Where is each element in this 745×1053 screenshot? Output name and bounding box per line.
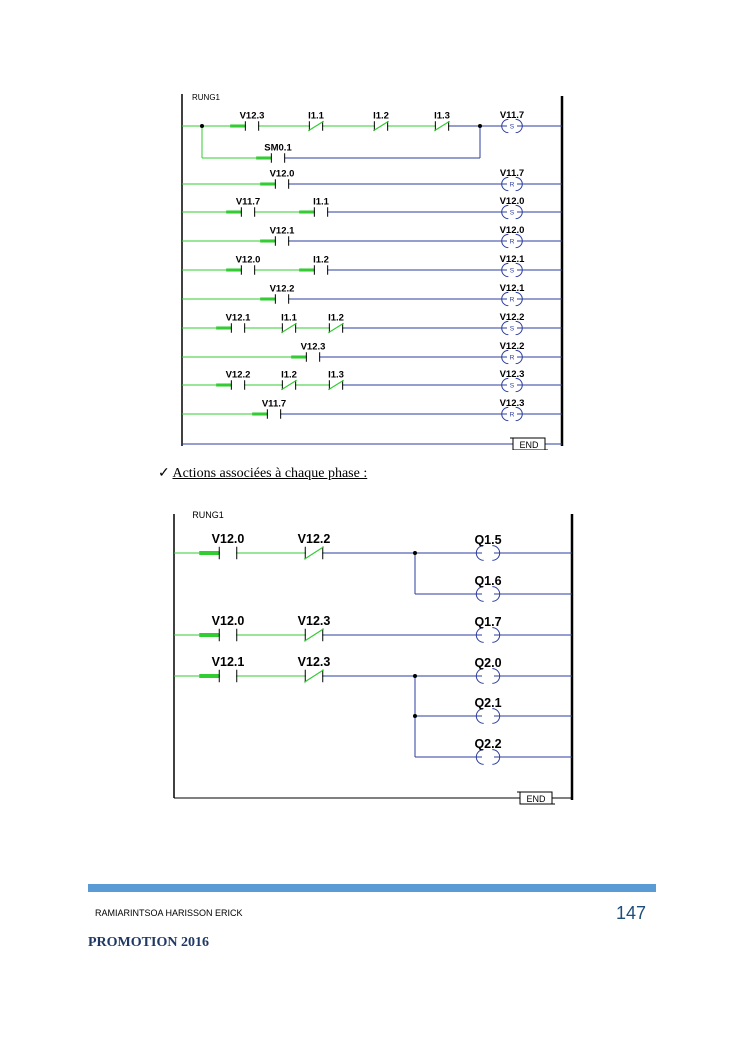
page-number: 147 [616, 903, 647, 923]
junction-dot [413, 674, 417, 678]
contact-label: V12.1 [225, 312, 251, 324]
contact-label: I1.2 [328, 312, 344, 324]
coil-mark: S [509, 123, 515, 131]
contact-gap [232, 381, 244, 389]
contact-gap [220, 548, 236, 558]
contact-gap [276, 237, 288, 245]
coil-mark: R [509, 354, 515, 362]
contact-label: I1.3 [434, 110, 450, 122]
contact-state-bar [226, 210, 241, 213]
contact-label: SM0.1 [264, 142, 292, 154]
contact-state-bar [299, 268, 314, 271]
contact-gap [272, 154, 284, 162]
contact-state-bar [230, 124, 245, 127]
contact-gap [220, 671, 236, 681]
junction-dot [200, 124, 204, 128]
contact-label: I1.2 [281, 369, 297, 381]
contact-label: V12.2 [297, 532, 331, 546]
contact-gap [232, 324, 244, 332]
coil-mark: R [509, 411, 515, 419]
contact-label: I1.1 [281, 312, 297, 324]
contact-gap [315, 208, 327, 216]
rung-label: RUNG1 [192, 510, 224, 520]
ladder-diagram-actions [168, 506, 580, 806]
contact-label: I1.1 [313, 196, 329, 208]
contact-state-bar [216, 326, 231, 329]
coil-gap [482, 671, 494, 681]
contact-gap [220, 630, 236, 640]
coil-label: V12.3 [499, 398, 525, 409]
contact-state-bar [260, 239, 275, 242]
coil-gap [482, 589, 494, 599]
contact-label: I1.2 [373, 110, 389, 122]
ladder-diagram-phases [176, 88, 568, 450]
contact-label: V11.7 [235, 196, 261, 208]
coil-label: V12.1 [499, 254, 525, 265]
contact-label: V12.0 [211, 614, 245, 628]
contact-gap [242, 208, 254, 216]
contact-state-bar [291, 355, 306, 358]
coil-label: V12.0 [499, 196, 525, 207]
coil-mark: S [509, 209, 515, 217]
contact-state-bar [199, 551, 219, 555]
coil-label: Q2.2 [474, 737, 502, 751]
contact-state-bar [256, 156, 271, 159]
contact-state-bar [226, 268, 241, 271]
actions-caption [158, 465, 367, 482]
contact-label: I1.3 [328, 369, 344, 381]
coil-label: V12.2 [499, 312, 525, 323]
coil-label: Q1.5 [474, 533, 502, 547]
contact-label: V12.2 [225, 369, 251, 381]
contact-label: V12.3 [239, 110, 265, 122]
footer-author: RAMIARINTSOA HARISSON ERICK [95, 908, 243, 918]
footer-divider [88, 884, 656, 892]
coil-mark: S [509, 325, 515, 333]
junction-dot [478, 124, 482, 128]
contact-label: V12.0 [211, 532, 245, 546]
contact-state-bar [252, 412, 267, 415]
caption-text: Actions associées à chaque phase : [172, 466, 368, 481]
coil-label: V12.1 [499, 283, 525, 294]
contact-label: I1.1 [308, 110, 324, 122]
coil-label: Q2.0 [474, 656, 502, 670]
contact-label: V12.3 [297, 655, 331, 669]
coil-gap [482, 711, 494, 721]
coil-label: V11.7 [499, 110, 525, 121]
coil-mark: R [509, 181, 515, 189]
coil-mark: R [509, 238, 515, 246]
contact-gap [276, 180, 288, 188]
contact-gap [268, 410, 280, 418]
contact-state-bar [299, 210, 314, 213]
contact-label: I1.2 [313, 254, 329, 266]
contact-label: V12.0 [235, 254, 261, 266]
coil-mark: S [509, 382, 515, 390]
contact-state-bar [199, 633, 219, 637]
footer-promotion: PROMOTION 2016 [88, 935, 209, 950]
coil-gap [482, 630, 494, 640]
contact-label: V11.7 [261, 398, 287, 410]
rung-label: RUNG1 [191, 93, 221, 102]
contact-label: V12.1 [211, 655, 245, 669]
coil-label: Q1.7 [474, 615, 502, 629]
contact-gap [315, 266, 327, 274]
contact-gap [307, 353, 319, 361]
coil-mark: R [509, 296, 515, 304]
coil-gap [482, 752, 494, 762]
contact-gap [246, 122, 258, 130]
coil-label: V12.3 [499, 369, 525, 380]
contact-label: V12.0 [269, 168, 295, 180]
end-label: END [526, 794, 546, 804]
contact-state-bar [260, 297, 275, 300]
contact-gap [276, 295, 288, 303]
coil-gap [482, 548, 494, 558]
contact-label: V12.3 [297, 614, 331, 628]
contact-label: V12.1 [269, 225, 295, 237]
end-label: END [519, 440, 539, 450]
coil-mark: S [509, 267, 515, 275]
contact-label: V12.3 [300, 341, 326, 353]
coil-label: V12.0 [499, 225, 525, 236]
contact-state-bar [199, 674, 219, 678]
contact-label: V12.2 [269, 283, 295, 295]
contact-state-bar [260, 182, 275, 185]
junction-dot [413, 551, 417, 555]
check-icon: ✓ [158, 466, 170, 481]
junction-dot [413, 714, 417, 718]
coil-label: V11.7 [499, 168, 525, 179]
coil-label: Q1.6 [474, 574, 502, 588]
contact-gap [242, 266, 254, 274]
coil-label: Q2.1 [474, 696, 502, 710]
coil-label: V12.2 [499, 341, 525, 352]
contact-state-bar [216, 383, 231, 386]
